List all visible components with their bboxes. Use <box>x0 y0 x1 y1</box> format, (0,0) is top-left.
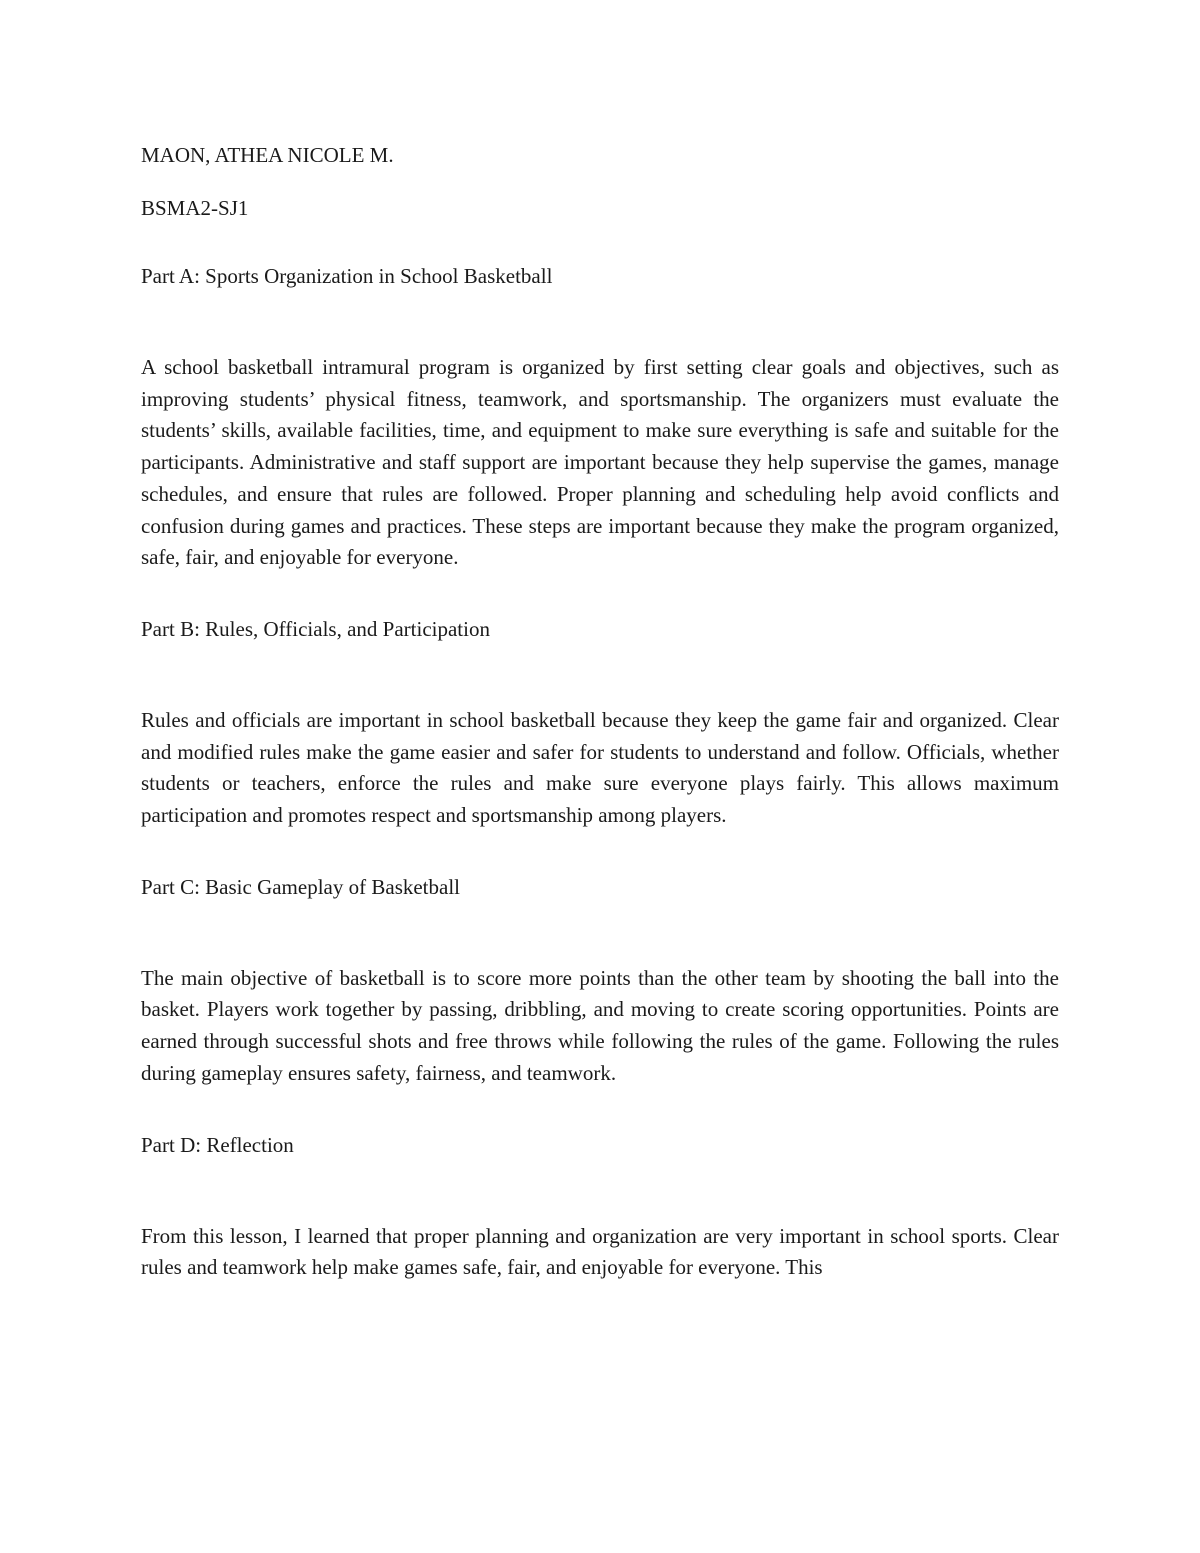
part-d-heading: Part D: Reflection <box>141 1132 294 1157</box>
student-name: MAON, ATHEA NICOLE M. <box>141 143 394 167</box>
student-section: BSMA2-SJ1 <box>141 196 249 220</box>
document-content <box>141 140 1059 1284</box>
part-c-body: The main objective of basketball is to score more points than the other team by shooting the ball into the basket. Players work together by passing, dribbling, and moving to create scoring opportunities. Points are earned through successful shots and free throws while following the rules of the game. Following the rules during gameplay ensures safety, fairness, and teamwork. <box>141 965 1059 1085</box>
part-a-body: A school basketball intramural program is organized by first setting clear goals and objectives, such as improving students’ physical fitness, teamwork, and sportsmanship. The organizers must evaluate the students’ skills, available facilities, time, and equipment to make sure everything is safe and suitable for the participants. Administrative and staff support are important because they help supervise the games, manage schedules, and ensure that rules are followed. Proper planning and scheduling help avoid conflicts and confusion during games and practices. These steps are important because they make the program organized, safe, fair, and enjoyable for everyone. <box>141 355 1059 570</box>
part-a-heading: Part A: Sports Organization in School Basketball <box>141 264 553 288</box>
part-d-body: From this lesson, I learned that proper planning and organization are very important in school sports. Clear rules and teamwork help make games safe, fair, and enjoyable for everyone. This <box>141 1223 1059 1280</box>
part-b-body: Rules and officials are important in school basketball because they keep the game fair and organized. Clear and modified rules make the game easier and safer for students to understand and follow. Officials, whether students or teachers, enforce the rules and make sure everyone plays fairly. This allows maximum participation and promotes respect and sportsmanship among players. <box>141 707 1059 828</box>
part-c-heading: Part C: Basic Gameplay of Basketball <box>141 874 461 899</box>
part-b-heading: Part B: Rules, Officials, and Participation <box>141 616 490 641</box>
